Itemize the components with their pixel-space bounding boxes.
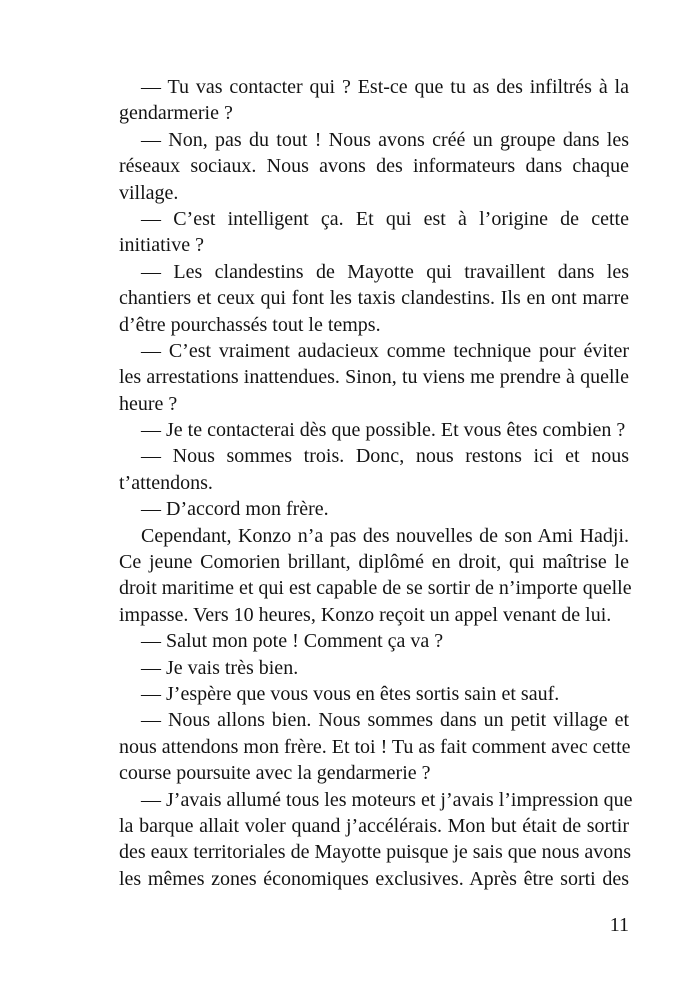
paragraph <box>119 127 629 206</box>
text-line: Ce jeune Comorien brillant, diplômé en droit, qui maîtrise le <box>119 551 629 574</box>
text-line: t’attendons. <box>119 471 213 494</box>
text-line: Cependant, Konzo n’a pas des nouvelles de son Ami Hadji. <box>141 524 629 547</box>
paragraph <box>119 787 633 893</box>
paragraph <box>119 74 629 127</box>
text-line: — J’espère que vous vous en êtes sortis sain et sauf. <box>141 682 560 705</box>
text-line: course poursuite avec la gendarmerie ? <box>119 762 431 785</box>
paragraph <box>119 523 632 629</box>
text-line: — Tu vas contacter qui ? Est-ce que tu as des infiltrés à la <box>141 76 629 98</box>
text-line: — Je vais très bien. <box>141 656 299 679</box>
paragraph <box>119 417 629 443</box>
text-line: gendarmerie ? <box>119 102 233 125</box>
text-line: — D’accord mon frère. <box>141 498 329 521</box>
text-line: — Nous sommes trois. Donc, nous restons ici et nous <box>141 445 629 468</box>
text-line: les arrestations inattendues. Sinon, tu viens me prendre à quelle <box>119 366 629 389</box>
text-line: — J’avais allumé tous les moteurs et j’avais l’impression que <box>141 788 633 811</box>
text-line: — Je te contacterai dès que possible. Et vous êtes combien ? <box>141 419 626 442</box>
text-line: des eaux territoriales de Mayotte puisque je sais que nous avons <box>119 841 632 864</box>
text-line: d’être pourchassés tout le temps. <box>119 313 381 336</box>
paragraph <box>119 681 629 707</box>
body-text <box>119 74 633 892</box>
text-line: — Les clandestins de Mayotte qui travaillent dans les <box>141 260 629 283</box>
text-line: — Nous allons bien. Nous sommes dans un petit village et <box>141 709 629 732</box>
paragraph <box>119 338 629 417</box>
text-line: droit maritime et qui est capable de se sortir de n’importe quelle <box>119 577 632 600</box>
paragraph <box>119 655 629 681</box>
paragraph <box>119 496 629 522</box>
paragraph <box>119 628 629 654</box>
text-line: chantiers et ceux qui font les taxis clandestins. Ils en ont marre <box>119 287 629 310</box>
text-line: initiative ? <box>119 234 204 257</box>
paragraph <box>119 206 629 259</box>
text-line: nous attendons mon frère. Et toi ! Tu as fait comment avec cette <box>119 735 631 758</box>
text-line: — Non, pas du tout ! Nous avons créé un groupe dans les <box>141 128 629 151</box>
text-line: village. <box>119 181 179 204</box>
paragraph <box>119 707 629 786</box>
text-line: les mêmes zones économiques exclusives. Après être sorti des <box>119 867 629 890</box>
text-line: la barque allait voler quand j’accélérais. Mon but était de sortir <box>119 814 629 837</box>
text-line: impasse. Vers 10 heures, Konzo reçoit un appel venant de lui. <box>119 603 612 626</box>
text-line: réseaux sociaux. Nous avons des informateurs dans chaque <box>119 155 629 178</box>
text-line: heure ? <box>119 392 178 415</box>
paragraph <box>119 443 629 496</box>
paragraph <box>119 259 629 338</box>
page-number: 11 <box>609 914 629 936</box>
text-line: — C’est vraiment audacieux comme technique pour éviter <box>141 339 629 362</box>
text-line: — C’est intelligent ça. Et qui est à l’origine de cette <box>141 207 629 230</box>
text-line: — Salut mon pote ! Comment ça va ? <box>141 630 444 653</box>
